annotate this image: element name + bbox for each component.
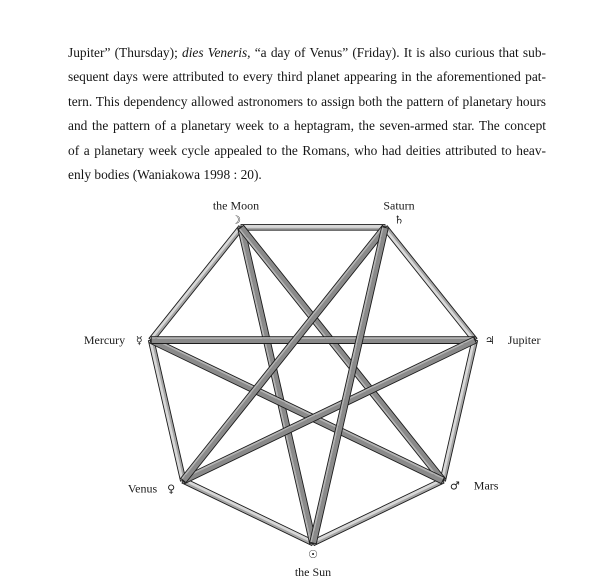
edge-face-dark-saturn-jupiter (385, 226, 477, 340)
node-label-jupiter: Jupiter (507, 333, 541, 348)
edge-face-light-mercury-moon (149, 226, 241, 341)
paragraph-text: enly bodies (Waniakowa 1998 : 20). (68, 167, 262, 183)
node-label-sun: the Sun (294, 565, 332, 579)
paragraph-text: tern. This dependency allowed astronomers to assign both the pattern of planetary hours (68, 93, 546, 109)
paragraph-text: and the pattern of a planetary week to a heptagram, the seven-armed star. The concept (68, 118, 546, 134)
node-symbol-venus: ♀ (167, 482, 176, 496)
edge-face-dark-mars-sun (313, 481, 444, 546)
paragraph-text: sequent days were attributed to every third planet appearing in the aforementioned pat- (68, 69, 546, 85)
edge-face-light-jupiter-mars (440, 339, 475, 480)
edge-face-light-moon-saturn (241, 225, 385, 228)
edge-face-light-mars-mercury (152, 337, 445, 479)
edge-face-light-mars-sun (312, 478, 443, 543)
node-label-moon: the Moon (212, 198, 260, 213)
edge-face-light-jupiter-venus (182, 337, 475, 479)
paragraph-text: of a planetary week cycle appealed to the Romans, who had deities attributed to heav- (68, 142, 546, 158)
edge-face-dark-venus-mercury (151, 339, 186, 480)
latin-phrase-italic: dies Veneris, (182, 45, 251, 60)
node-symbol-moon: ☽ (231, 213, 241, 227)
node-symbol-sun: ☉ (308, 548, 318, 561)
node-symbol-mars: ♂ (449, 479, 460, 493)
edge-face-light-saturn-jupiter (383, 227, 475, 341)
node-symbol-saturn: ♄ (394, 213, 404, 227)
edge-face-dark-jupiter-mars (443, 340, 478, 481)
node-symbol-jupiter: ♃ (484, 334, 495, 348)
node-symbol-mercury: ☿ (135, 334, 143, 348)
node-label-mars: Mars (473, 478, 499, 493)
edge-face-dark-mercury-jupiter (151, 339, 475, 344)
edge-face-dark-mercury-moon (151, 228, 243, 342)
edge-face-light-venus-mercury (148, 340, 183, 481)
paragraph-text: Jupiter” (Thursday); (68, 45, 182, 60)
node-label-saturn: Saturn (383, 198, 415, 213)
edge-face-dark-sun-venus (182, 481, 313, 546)
node-label-mercury: Mercury (83, 333, 126, 348)
paragraph-text: “a day of Venus” (Friday). It is also curious that sub- (250, 45, 546, 60)
edge-face-light-sun-venus (183, 478, 314, 543)
node-label-venus: Venus (127, 481, 158, 496)
